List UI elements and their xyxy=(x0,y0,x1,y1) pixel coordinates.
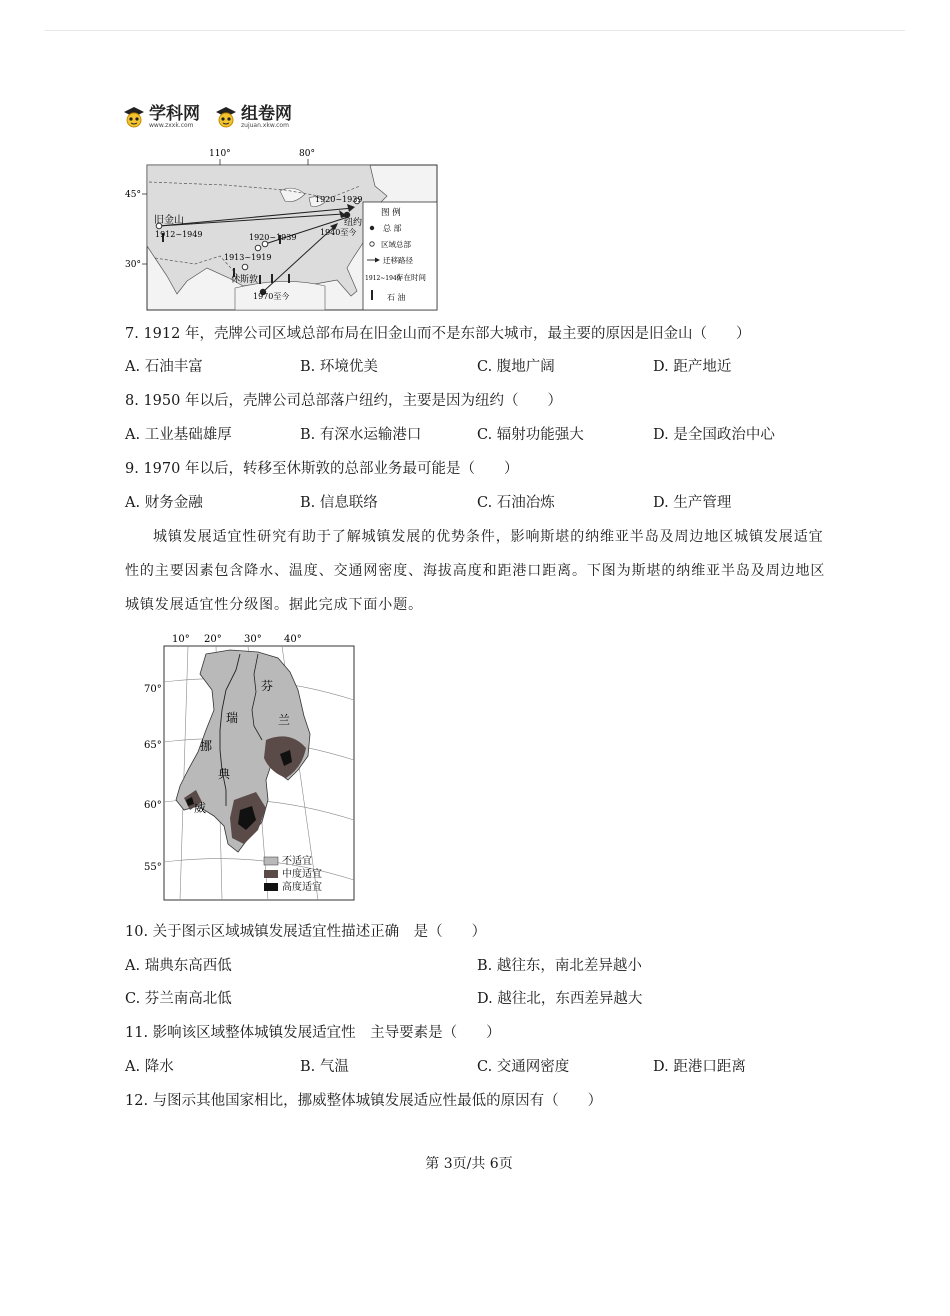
latitude-label: 60° xyxy=(144,800,162,811)
q11-option-b: B. 气温 xyxy=(300,1059,349,1075)
houston-years: 1970至今 xyxy=(253,292,290,301)
page-number: 第 3页/共 6页 xyxy=(425,1156,513,1172)
finland-label: 兰 xyxy=(278,713,291,727)
q7-option-b: B. 环境优美 xyxy=(300,359,378,375)
legend-unsuitable: 不适宜 xyxy=(282,856,312,867)
q8-option-c: C. 辐射功能强大 xyxy=(477,427,584,443)
q8-option-b: B. 有深水运输港口 xyxy=(300,427,422,443)
q11-option-a: A. 降水 xyxy=(125,1059,174,1075)
q8-option-a: A. 工业基础雄厚 xyxy=(125,427,232,443)
legend-period: 存在时间 xyxy=(396,273,426,282)
longitude-label: 10° xyxy=(172,634,190,645)
q10-option-c: C. 芬兰南高北低 xyxy=(125,991,232,1007)
legend-high: 高度适宜 xyxy=(282,882,322,893)
legend-regional-hq: 区域总部 xyxy=(381,240,411,249)
logo-url: www.zxxk.com xyxy=(149,121,194,129)
latitude-label: 65° xyxy=(144,740,162,751)
q7-option-d: D. 距产地近 xyxy=(653,359,732,375)
q11-option-d: D. 距港口距离 xyxy=(653,1059,746,1075)
norway-label: 挪 xyxy=(200,739,213,753)
longitude-label: 40° xyxy=(284,634,302,645)
longitude-label: 80° xyxy=(299,149,315,159)
period-label: 1913~1919 xyxy=(224,253,272,262)
period-label: 1920~1939 xyxy=(315,195,363,204)
q8-option-d: D. 是全国政治中心 xyxy=(653,427,775,443)
xuekewang-logo xyxy=(122,103,200,129)
q7-option-a: A. 石油丰富 xyxy=(125,359,203,375)
latitude-label: 45° xyxy=(125,190,141,200)
logo-name: 学科网 xyxy=(149,103,200,124)
norway-label: 威 xyxy=(194,801,207,815)
latitude-label: 30° xyxy=(125,260,141,270)
logo-bar xyxy=(122,103,292,131)
question-9-stem: 9. 1970 年以后，转移至休斯敦的总部业务最可能是（ ） xyxy=(125,461,519,477)
san-francisco-label: 旧金山 xyxy=(154,215,184,226)
q9-option-d: D. 生产管理 xyxy=(653,495,732,511)
legend-route: 迁移路径 xyxy=(383,256,413,265)
graduate-cap-icon xyxy=(214,106,238,128)
header-rule xyxy=(45,30,905,31)
q10-option-a: A. 瑞典东高西低 xyxy=(125,958,232,974)
logo-url: zujuan.xkw.com xyxy=(241,121,289,129)
q9-option-b: B. 信息联络 xyxy=(300,495,378,511)
q10-option-b: B. 越往东，南北差异越小 xyxy=(477,958,642,974)
new-york-label: 纽约 xyxy=(344,218,363,228)
question-12-stem: 12. 与图示其他国家相比，挪威整体城镇发展适应性最低的原因有（ ） xyxy=(125,1093,603,1109)
question-8-stem: 8. 1950 年以后，壳牌公司总部落户纽约，主要是因为纽约（ ） xyxy=(125,393,562,409)
legend-title: 图 例 xyxy=(381,208,401,218)
sweden-label: 瑞 xyxy=(226,711,239,725)
latitude-label: 70° xyxy=(144,684,162,695)
question-7-stem: 7. 1912 年，壳牌公司区域总部布局在旧金山而不是东部大城市，最主要的原因是旧金山（ ） xyxy=(125,326,751,342)
longitude-label: 30° xyxy=(244,634,262,645)
longitude-label: 110° xyxy=(209,149,231,159)
legend-medium: 中度适宜 xyxy=(282,869,322,880)
logo-name: 组卷网 xyxy=(241,103,292,124)
zujuanwang-logo xyxy=(214,103,292,129)
graduate-cap-icon xyxy=(122,106,146,128)
q9-option-a: A. 财务金融 xyxy=(125,495,203,511)
ny-years: 1940至今 xyxy=(320,228,357,237)
us-hq-migration-map xyxy=(125,146,440,312)
legend-oil: 石 油 xyxy=(387,293,406,302)
question-10-stem: 10. 关于图示区域城镇发展适宜性描述正确 是（ ） xyxy=(125,924,487,940)
sweden-label: 典 xyxy=(218,767,231,781)
reading-passage: 城镇发展适宜性研究有助于了解城镇发展的优势条件，影响斯堪的纳维亚半岛及周边地区城镇发展适宜性的主要因素包含降水、温度、交通网密度、海拔高度和距港口距离。下图为斯堪的纳维亚半岛及周边地区城镇发展适宜性分级图。据此完成下面小题。 xyxy=(125,529,826,613)
sf-years: 1912~1949 xyxy=(155,230,203,239)
q10-option-d: D. 越往北，东西差异越大 xyxy=(477,991,643,1007)
map1-legend xyxy=(363,202,437,310)
q7-option-c: C. 腹地广阔 xyxy=(477,359,555,375)
period-label: 1920~1939 xyxy=(249,233,297,242)
houston-label: 休斯敦 xyxy=(231,275,259,285)
legend-hq: 总 部 xyxy=(383,224,402,233)
question-11-stem: 11. 影响该区域整体城镇发展适宜性 主导要素是（ ） xyxy=(125,1025,501,1041)
q9-option-c: C. 石油冶炼 xyxy=(477,495,555,511)
legend-period-sample: 1912~1949 xyxy=(365,275,401,282)
longitude-label: 20° xyxy=(204,634,222,645)
q11-option-c: C. 交通网密度 xyxy=(477,1059,570,1075)
finland-label: 芬 xyxy=(261,679,274,693)
latitude-label: 55° xyxy=(144,862,162,873)
scandinavia-suitability-map xyxy=(140,630,356,902)
